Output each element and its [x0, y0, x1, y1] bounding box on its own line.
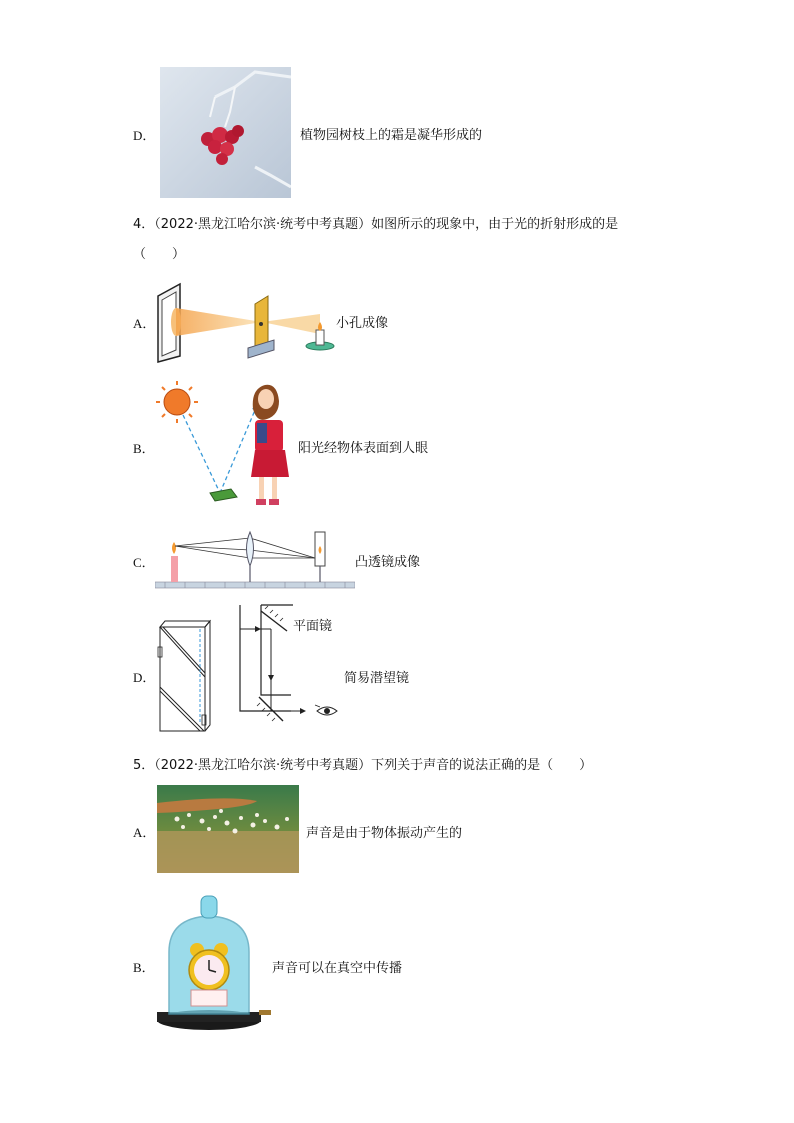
- frost-branch-image: [160, 67, 291, 198]
- convex-lens-diagram: [155, 528, 355, 592]
- q4-option-d-mirror-label: 平面镜: [293, 619, 333, 634]
- q5-option-b-letter: B．: [133, 960, 155, 975]
- q4-option-b-text: 阳光经物体表面到人眼: [298, 441, 429, 456]
- q5-option-a-text: 声音是由于物体振动产生的: [306, 826, 463, 841]
- q4-option-d-text: 简易潜望镜: [344, 671, 410, 686]
- reflection-sun-girl-diagram: [155, 375, 300, 513]
- q3-option-d-text: 植物园树枝上的霜是凝华形成的: [300, 128, 483, 143]
- q5-stem: 5．（2022·黑龙江哈尔滨·统考中考真题）下列关于声音的说法正确的是（ ）: [133, 758, 593, 773]
- q4-option-a-letter: A．: [133, 316, 156, 331]
- q5-option-a-letter: A．: [133, 825, 156, 840]
- q4-option-d-letter: D．: [133, 670, 156, 685]
- q5-option-b-text: 声音可以在真空中传播: [272, 961, 403, 976]
- vibrating-drum-image: [157, 785, 299, 873]
- q4-answer-paren: （ ）: [133, 247, 186, 262]
- vacuum-bell-jar-image: [155, 892, 273, 1034]
- q3-option-d-letter: D．: [133, 128, 156, 143]
- q4-stem: 4．（2022·黑龙江哈尔滨·统考中考真题）如图所示的现象中，由于光的折射形成的是: [133, 217, 619, 232]
- q4-option-b-letter: B．: [133, 441, 155, 456]
- pinhole-camera-diagram: [150, 276, 340, 364]
- q4-option-a-text: 小孔成像: [336, 316, 389, 331]
- q4-option-c-text: 凸透镜成像: [355, 555, 421, 570]
- q4-option-c-letter: C．: [133, 555, 155, 570]
